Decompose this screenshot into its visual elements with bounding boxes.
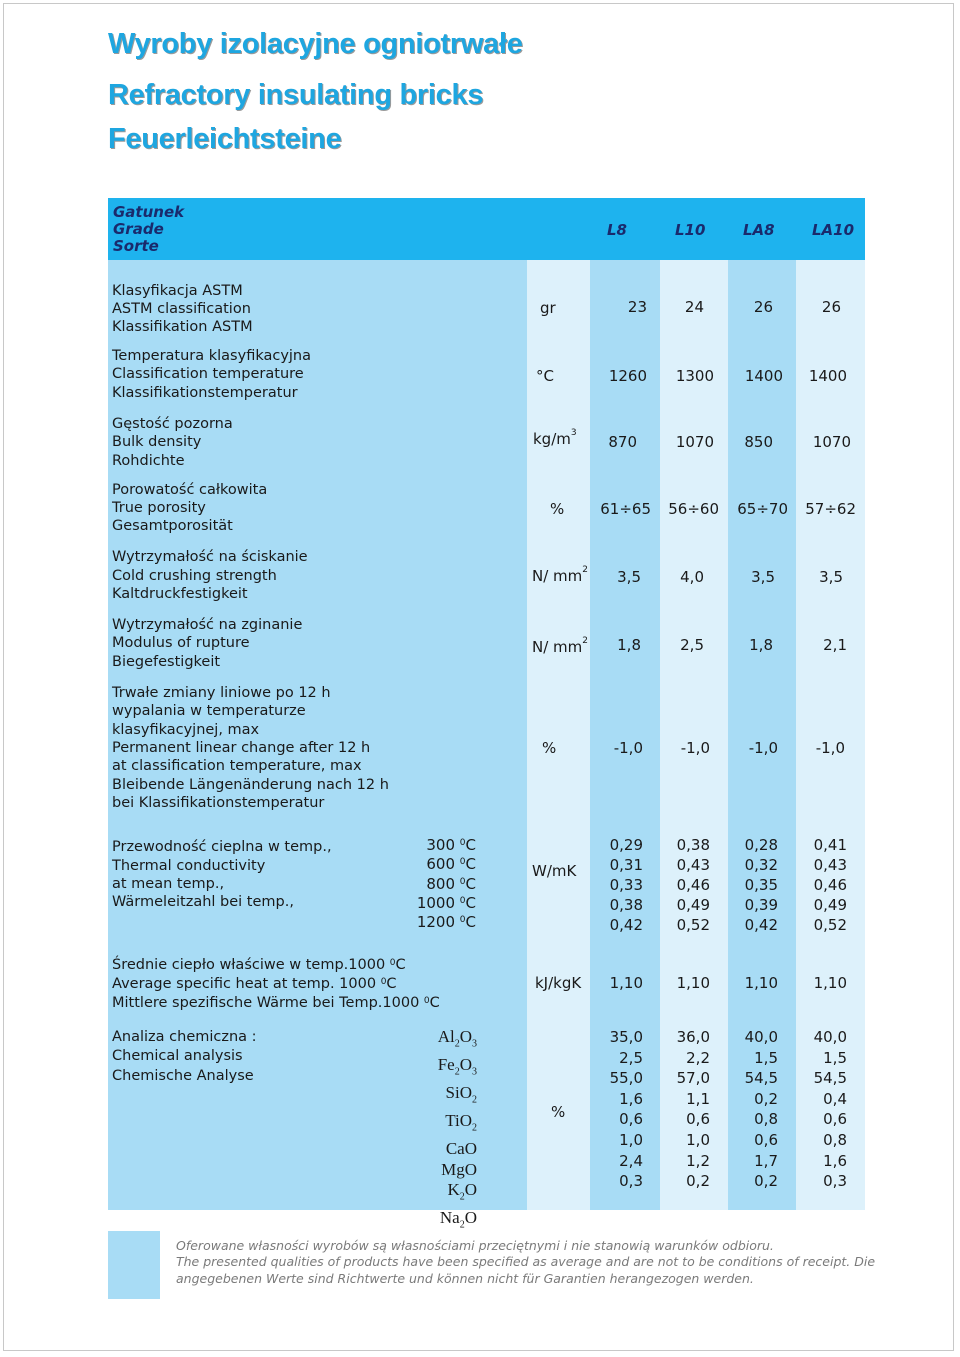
value-la10: 3,5 [819, 568, 843, 586]
row-label: at mean temp., [112, 876, 225, 892]
oxide-al2o3: $Al_2O_3$ [437, 1027, 477, 1050]
title-en: Refractory insulating bricks [108, 79, 484, 111]
value-l8: -1,0 [613, 739, 643, 757]
header-label-pl: Gatunek [113, 203, 185, 221]
row-unit: °C [536, 367, 554, 385]
oxide-k2o: $K_2O$ [447, 1180, 477, 1203]
row-label: Chemische Analyse [112, 1068, 254, 1084]
row-unit: % [542, 739, 557, 757]
mean-temp: 800 $^0$C [426, 875, 476, 893]
row-label: Biegefestigkeit [112, 654, 221, 670]
row-label: wypalania w temperaturze [112, 703, 306, 719]
row-unit: $kg/m^3$ [533, 428, 577, 448]
value-l8: 1260 [608, 367, 647, 385]
value-l8: 0,29 0,31 0,33 0,38 0,42 [609, 836, 643, 934]
grade-l8: L8 [607, 221, 627, 239]
row-unit: kJ/kgK [535, 974, 582, 992]
row-label: bei Klassifikationstemperatur [112, 795, 325, 811]
row-label: Klassifikation ASTM [112, 319, 253, 335]
value-la8: 65÷70 [737, 500, 788, 518]
value-l8: 61÷65 [600, 500, 651, 518]
value-la10: 1070 [812, 433, 851, 451]
row-label: at classification temperature, max [112, 758, 362, 774]
footer-disclaimer: Oferowane własności wyrobów są własnościami przeciętnymi i nie stanowią warunków odbioru. The presented qualities of products have been specified as average and are not to be conditions of receipt. Die angegebenen Werte sind Richtwerte und können nicht für Garantien herangezogen werden. [176, 1238, 876, 1286]
value-l10: 2,5 [680, 636, 704, 654]
row-label: Analiza chemiczna : [112, 1029, 257, 1045]
value-l10: 36,0 2,2 57,0 1,1 0,6 1,0 1,2 0,2 [676, 1028, 710, 1191]
value-la8: 0,28 0,32 0,35 0,39 0,42 [744, 836, 778, 934]
table-header [108, 198, 865, 260]
title-de: Feuerleichtsteine [108, 123, 342, 155]
value-la10: 57÷62 [805, 500, 856, 518]
value-la10: -1,0 [815, 739, 845, 757]
row-label: Temperatura klasyfikacyjna [112, 348, 312, 364]
row-label: klasyfikacyjnej, max [112, 722, 260, 738]
value-la10: 1400 [808, 367, 847, 385]
row-label: Cold crushing strength [112, 568, 277, 584]
row-label: Thermal conductivity [112, 858, 266, 874]
grade-l10: L10 [675, 221, 706, 239]
row-label: Average specific heat at temp. 1000 $^0$C [112, 976, 397, 992]
value-la8: 26 [753, 298, 773, 316]
value-l8: 870 [608, 433, 637, 451]
oxide-cao: CaO [445, 1138, 477, 1158]
row-unit: % [551, 1103, 566, 1121]
row-unit: W/mK [532, 862, 577, 880]
value-la10: 1,10 [813, 974, 847, 992]
value-la8: 1,8 [749, 636, 773, 654]
row-label: Rohdichte [112, 453, 185, 469]
row-label: Wytrzymałość na ściskanie [112, 549, 308, 565]
grade-la10: LA10 [812, 221, 855, 239]
footer-accent-box [108, 1231, 160, 1299]
row-label: Bleibende Längenänderung nach 12 h [112, 777, 389, 793]
value-l10: 1300 [675, 367, 714, 385]
value-la10: 0,41 0,43 0,46 0,49 0,52 [813, 836, 847, 934]
value-la10: 40,0 1,5 54,5 0,4 0,6 0,8 1,6 0,3 [813, 1028, 847, 1191]
value-la8: 3,5 [751, 568, 775, 586]
row-label: Permanent linear change after 12 h [112, 740, 371, 756]
row-label: Mittlere spezifische Wärme bei Temp.1000 $^0$C [112, 995, 440, 1011]
grade-la8: LA8 [743, 221, 775, 239]
value-l10: 24 [684, 298, 704, 316]
value-la8: -1,0 [748, 739, 778, 757]
row-label: Średnie ciepło właściwe w temp.1000 $^0$C [112, 957, 406, 973]
value-la8: 1400 [744, 367, 783, 385]
row-unit: gr [540, 299, 556, 317]
value-la10: 26 [821, 298, 841, 316]
row-label: True porosity [112, 500, 206, 516]
value-la8: 850 [744, 433, 773, 451]
header-label-en: Grade [113, 220, 164, 238]
oxide-sio2: SiO$_2$ [445, 1082, 477, 1106]
row-label: Gesamtporosität [112, 518, 233, 534]
row-label: Trwałe zmiany liniowe po 12 h [112, 685, 331, 701]
value-l10: 0,38 0,43 0,46 0,49 0,52 [676, 836, 710, 934]
value-l10: 1070 [675, 433, 714, 451]
row-label: Klassifikationstemperatur [112, 385, 298, 401]
header-label-de: Sorte [113, 237, 159, 255]
value-l10: 4,0 [680, 568, 704, 586]
row-label: Chemical analysis [112, 1048, 243, 1064]
value-l10: -1,0 [680, 739, 710, 757]
row-label: Przewodność cieplna w temp., [112, 839, 332, 855]
oxide-mgo: MgO [441, 1159, 477, 1179]
unit-column [527, 260, 590, 1210]
mean-temp: 1200 $^0$C [416, 913, 476, 931]
oxide-list [438, 1027, 477, 1236]
value-l10: 1,10 [676, 974, 710, 992]
row-label: Kaltdruckfestigkeit [112, 586, 248, 602]
value-la10: 2,1 [823, 636, 847, 654]
row-label: Wärmeleitzahl bei temp., [112, 894, 294, 910]
row-label: Classification temperature [112, 366, 304, 382]
value-l8: 35,0 2,5 55,0 1,6 0,6 1,0 2,4 0,3 [609, 1028, 643, 1191]
oxide-na2o: $Na_2O$ [439, 1208, 477, 1231]
row-label: Wytrzymałość na zginanie [112, 617, 303, 633]
mean-temp: 600 $^0$C [426, 855, 476, 873]
value-la8: 40,0 1,5 54,5 0,2 0,8 0,6 1,7 0,2 [744, 1028, 778, 1191]
title-pl: Wyroby izolacyjne ogniotrwałe [108, 28, 523, 60]
value-l8: 23 [627, 298, 647, 316]
value-l8: 1,10 [609, 974, 643, 992]
value-l8: 3,5 [617, 568, 641, 586]
mean-temp: 300 $^0$C [426, 836, 476, 854]
row-label: Modulus of rupture [112, 635, 250, 651]
row-unit: N/ $mm^2$ [532, 636, 589, 656]
row-label: ASTM classification [112, 301, 251, 317]
row-label: Klasyfikacja ASTM [112, 283, 243, 299]
row-unit: % [550, 500, 565, 518]
row-label: Bulk density [112, 434, 202, 450]
value-la8: 1,10 [744, 974, 778, 992]
row-label: Gęstość pozorna [112, 416, 233, 432]
oxide-fe2o3: $Fe_2O_3$ [437, 1054, 477, 1078]
row-label: Porowatość całkowita [112, 482, 268, 498]
mean-temp: 1000 $^0$C [416, 894, 476, 912]
value-l8: 1,8 [617, 636, 641, 654]
row-unit: N/ $mm^2$ [532, 565, 589, 585]
oxide-tio2: TiO$_2$ [445, 1110, 477, 1134]
value-l10: 56÷60 [668, 500, 719, 518]
